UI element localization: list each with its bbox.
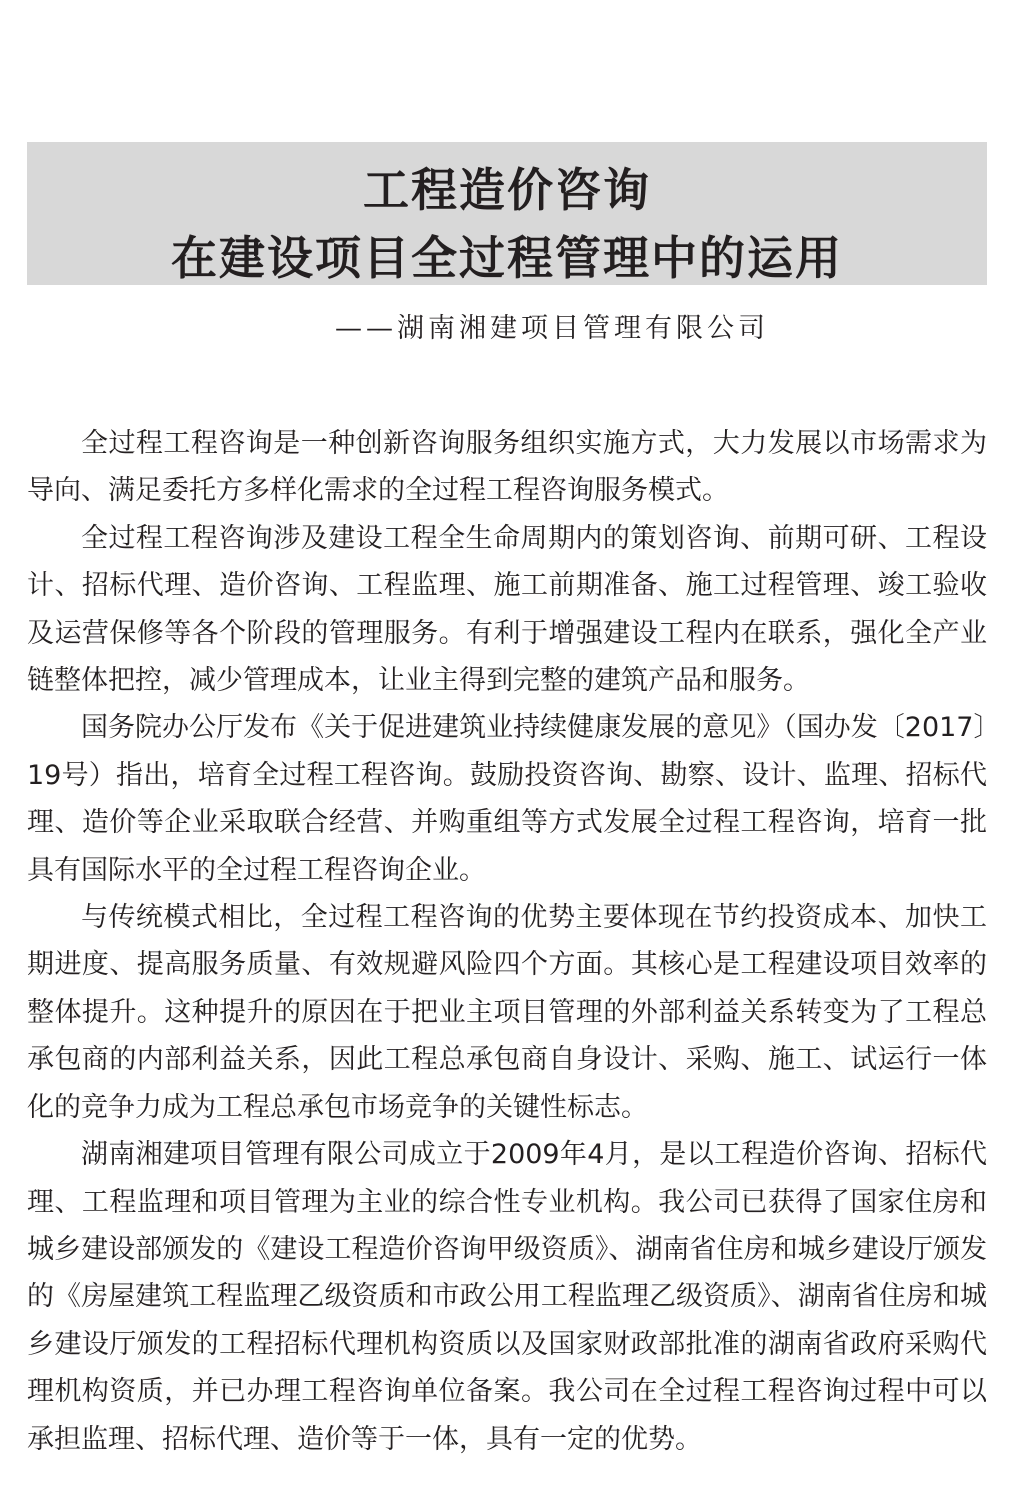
paragraph-3: 国务院办公厅发布《关于促进建筑业持续健康发展的意见》（国办发〔2017〕19号）指出，培育全过程工程咨询。鼓励投资咨询、勘察、设计、监理、招标代理、造价等企业采取联合经营、并购重组等方式发展全过程工程咨询，培育一批具有国际水平的全过程工程咨询企业。 [27,712,987,886]
title-line-1: 工程造价咨询 [363,163,651,217]
title-banner [27,142,987,285]
title-line-2: 在建设项目全过程管理中的运用 [171,231,843,285]
paragraph-4: 与传统模式相比，全过程工程咨询的优势主要体现在节约投资成本、加快工期进度、提高服务质量、有效规避风险四个方面。其核心是工程建设项目效率的整体提升。这种提升的原因在于把业主项目管理的外部利益关系转变为了工程总承包商的内部利益关系，因此工程总承包商自身设计、采购、施工、试运行一体化的竞争力成为工程总承包市场竞争的关键性标志。 [27,902,987,1123]
paragraph-2: 全过程工程咨询涉及建设工程全生命周期内的策划咨询、前期可研、工程设计、招标代理、造价咨询、工程监理、施工前期准备、施工过程管理、竣工验收及运营保修等各个阶段的管理服务。有利于增强建设工程内在联系，强化全产业链整体把控，减少管理成本，让业主得到完整的建筑产品和服务。 [27,522,987,697]
article-body [27,420,987,1463]
subtitle-company: ——湖南湘建项目管理有限公司 [335,313,769,344]
paragraph-5: 湖南湘建项目管理有限公司成立于2009年4月，是以工程造价咨询、招标代理、工程监理和项目管理为主业的综合性专业机构。我公司已获得了国家住房和城乡建设部颁发的《建设工程造价咨询甲级资质》、湖南省住房和城乡建设厅颁发的《房屋建筑工程监理乙级资质和市政公用工程监理乙级资质》、湖南省住房和城乡建设厅颁发的工程招标代理机构资质以及国家财政部批准的湖南省政府采购代理机构资质，并已办理工程咨询单位备案。我公司在全过程工程咨询过程中可以承担监理、招标代理、造价等于一体，具有一定的优势。 [27,1139,987,1455]
paragraph-1: 全过程工程咨询是一种创新咨询服务组织实施方式，大力发展以市场需求为导向、满足委托方多样化需求的全过程工程咨询服务模式。 [27,428,987,507]
